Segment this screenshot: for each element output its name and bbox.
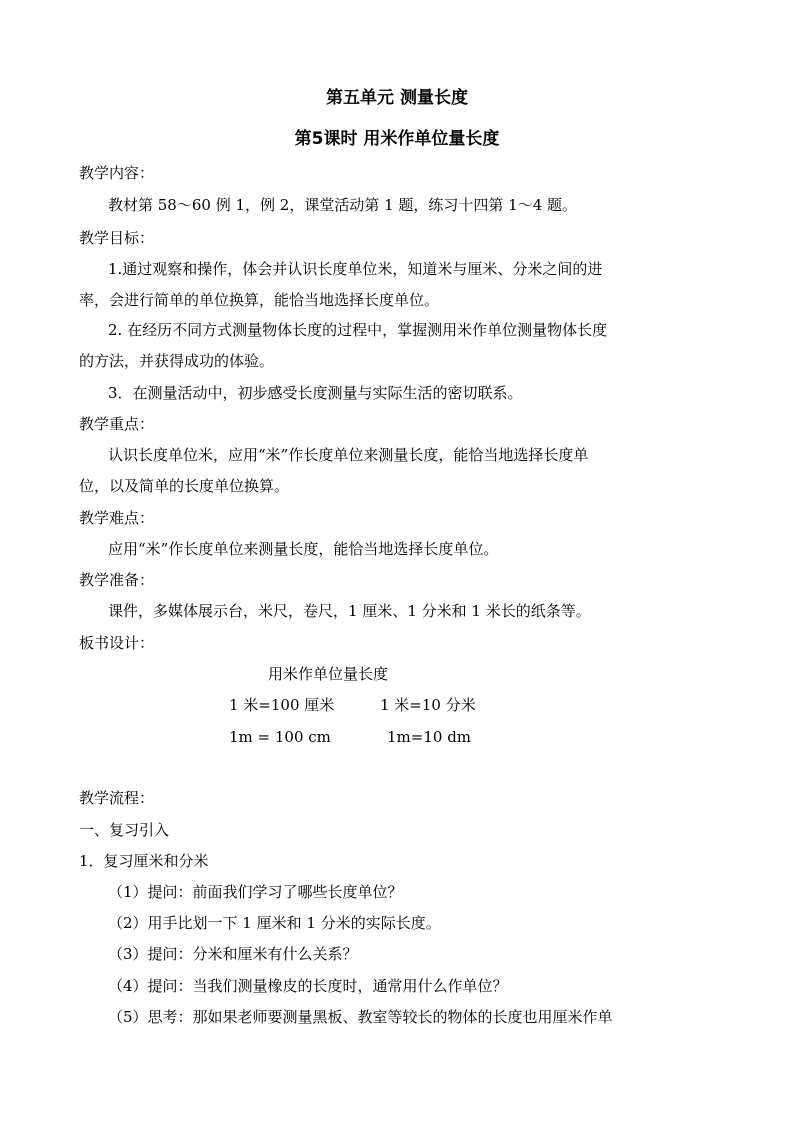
process-section-1: 一、复习引入 — [79, 821, 170, 839]
question-1: （1）提问：前面我们学习了哪些长度单位？ — [108, 883, 403, 901]
key-points-line-2: 位，以及简单的长度单位换算。 — [79, 477, 290, 495]
board-row-1-left: 1 米=100 厘米 — [229, 696, 335, 714]
teaching-content-text: 教材第 58～60 例 1，例 2，课堂活动第 1 题，练习十四第 1～4 题。 — [108, 196, 578, 214]
preparation-text: 课件，多媒体展示台，米尺，卷尺，1 厘米、1 分米和 1 米长的纸条等。 — [108, 602, 591, 620]
preparation-label: 教学准备： — [79, 571, 155, 589]
question-3: （3）提问：分米和厘米有什么关系？ — [108, 945, 358, 963]
question-5: （5）思考：那如果老师要测量黑板、教室等较长的物体的长度也用厘米作单 — [108, 1008, 613, 1026]
goal-3: 3．在测量活动中，初步感受长度测量与实际生活的密切联系。 — [108, 384, 523, 402]
lesson-title: 第5课时 用米作单位量长度 — [294, 129, 500, 149]
question-2: （2）用手比划一下 1 厘米和 1 分米的实际长度。 — [108, 914, 441, 932]
unit-title: 第五单元 测量长度 — [326, 88, 468, 108]
process-label: 教学流程： — [79, 789, 155, 807]
goal-2-line-1: 2. 在经历不同方式测量物体长度的过程中，掌握测用米作单位测量物体长度 — [108, 321, 608, 339]
board-row-2-right: 1m=10 dm — [387, 728, 472, 746]
board-heading: 用米作单位量长度 — [268, 665, 389, 683]
goal-2-line-2: 的方法，并获得成功的体验。 — [79, 352, 275, 370]
process-sub-1: 1．复习厘米和分米 — [79, 852, 209, 870]
teaching-content-label: 教学内容： — [79, 164, 155, 182]
difficulties-text: 应用“米”作长度单位来测量长度，能恰当地选择长度单位。 — [108, 540, 499, 558]
teaching-goals-label: 教学目标： — [79, 229, 155, 247]
key-points-label: 教学重点： — [79, 415, 155, 433]
goal-1-line-2: 率，会进行简单的单位换算，能恰当地选择长度单位。 — [79, 291, 440, 309]
board-row-2-left: 1m = 100 cm — [229, 728, 331, 746]
board-row-1-right: 1 米=10 分米 — [380, 696, 476, 714]
difficulties-label: 教学难点： — [79, 509, 155, 527]
goal-1-line-1: 1.通过观察和操作，体会并认识长度单位米，知道米与厘米、分米之间的进 — [108, 260, 603, 278]
board-design-label: 板书设计： — [79, 634, 155, 652]
key-points-line-1: 认识长度单位米，应用“米”作长度单位来测量长度，能恰当地选择长度单 — [108, 446, 589, 464]
question-4: （4）提问：当我们测量橡皮的长度时，通常用什么作单位？ — [108, 977, 508, 995]
